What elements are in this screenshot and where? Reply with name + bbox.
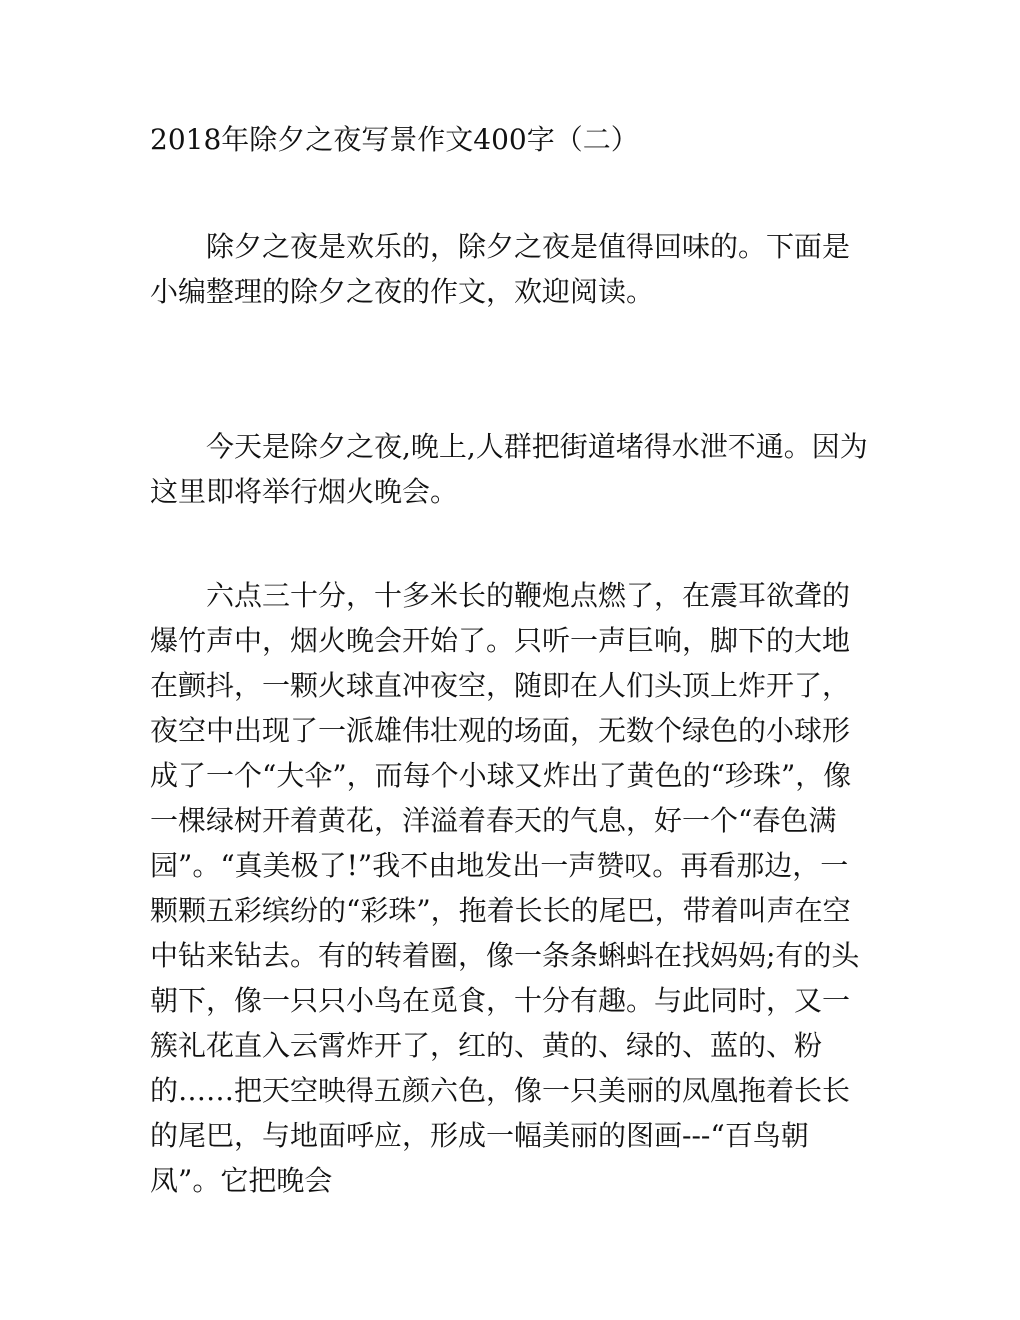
paragraph-intro: 除夕之夜是欢乐的，除夕之夜是值得回味的。下面是小编整理的除夕之夜的作文，欢迎阅读。 bbox=[150, 230, 851, 308]
document-title: 2018年除夕之夜写景作文400字（二） bbox=[150, 123, 639, 156]
paragraph-evening: 今天是除夕之夜,晚上,人群把街道堵得水泄不通。因为这里即将举行烟火晚会。 bbox=[150, 430, 868, 508]
paragraph-fireworks: 六点三十分，十多米长的鞭炮点燃了，在震耳欲聋的爆竹声中，烟火晚会开始了。只听一声巨响，脚下的大地在颤抖，一颗火球直冲夜空，随即在人们头顶上炸开了，夜空中出现了一派雄伟壮观的场面，无数个绿色的小球形成了一个“大伞”，而每个小球又炸出了黄色的“珍珠”，像一棵绿树开着黄花，洋溢着春天的气息，好一个“春色满园”。“真美极了!”我不由地发出一声赞叹。再看那边，一颗颗五彩缤纷的“彩珠”，拖着长长的尾巴，带着叫声在空中钻来钻去。有的转着圈，像一条条蝌蚪在找妈妈;有的头朝下，像一只只小鸟在觅食，十分有趣。与此同时，又一簇礼花直入云霄炸开了，红的、黄的、绿的、蓝的、粉的……把天空映得五颜六色，像一只美丽的凤凰拖着长长的尾巴，与地面呼应，形成一幅美丽的图画---“百鸟朝凤”。它把晚会 bbox=[150, 579, 860, 1197]
